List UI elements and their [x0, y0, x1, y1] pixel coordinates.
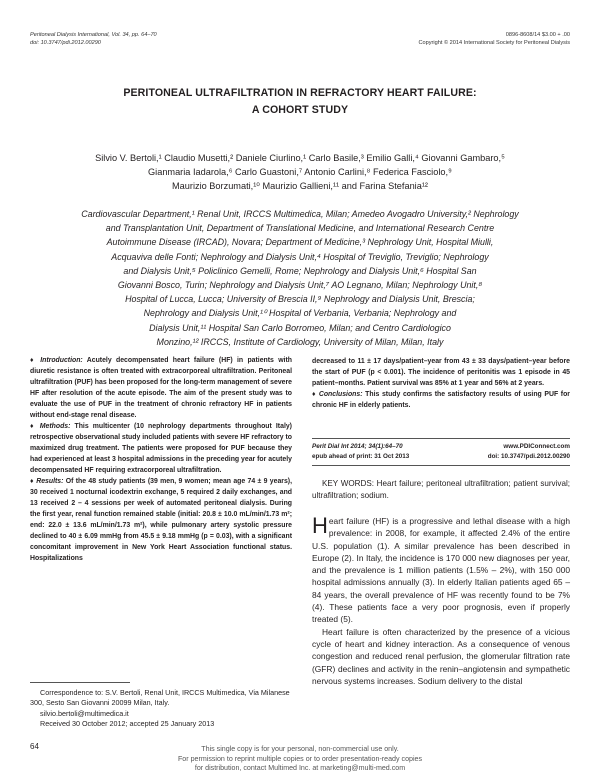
results-label: ♦ Results:	[30, 478, 64, 485]
issn-price: 0896-8608/14 $3.00 + .00	[505, 32, 570, 38]
results-text: Of the 48 study patients (39 men, 9 women; mean age 74 ± 9 years), 30 received 1 nocturnal icodextrin exchange, 5 required 2 daily exchanges, and 13 received 2 – 4 sessions per week of automated peritoneal dialysis. During the first year, renal function remained stable (initial: 20.8 ± 10.0 mL/min/1.73 m²; end: 22.0 ± 13.6 mL/min/1.73 m²), while pulmonary artery systolic pressure declined to 40 ± 6.09 mmHg from 45.5 ± 9.18 mmHg (p = 0.03), with a significant concomitant improvement in New York Heart Association functional status. Hospitalizations	[30, 478, 292, 562]
affiliation-line: Autoimmune Disease (IRCAD), Novara; Department of Medicine,³ Nephrology Unit, Hospital Miulli,	[106, 237, 494, 248]
results-continued: decreased to 11 ± 17 days/patient–year from 43 ± 33 days/patient–year before the start of PUF (p < 0.001). The incidence of peritonitis was 1 episode in 45 patient–months. Patient survival was 85% at 1 year and 56% at 2 years.	[312, 358, 570, 387]
keywords: KEY WORDS: Heart failure; peritoneal ultrafiltration; patient survival; ultrafiltration; sodium.	[312, 479, 570, 500]
citation-rule-top	[312, 438, 570, 439]
affiliation-line: Acquaviva delle Fonti; Nephrology and Dialysis Unit,⁴ Hospital of Treviglio, Treviglio; Nephrology	[111, 251, 489, 262]
running-header-left	[30, 31, 157, 47]
footnote-rule	[30, 682, 130, 683]
abstract-left-column	[30, 355, 292, 564]
body-paragraph-1	[312, 515, 570, 626]
abstract-conclusions	[312, 389, 570, 411]
affiliation-line: Giovanni Bosco, Turin; Nephrology and Dialysis Unit,⁷ AO Legnano, Milan; Nephrology Unit,⁸	[117, 280, 483, 291]
journal-volume: Peritoneal Dialysis International, Vol. 34, pp. 64–70	[30, 32, 157, 38]
journal-url[interactable]: www.PDIConnect.com	[503, 443, 570, 450]
page-number: 64	[30, 742, 39, 751]
citation-block	[312, 442, 570, 462]
affiliation-line: Dialysis Unit,¹¹ Hospital San Carlo Borromeo, Milan; and Centro Cardiologico	[149, 322, 451, 333]
abstract-results	[30, 476, 292, 564]
abstract-introduction	[30, 355, 292, 421]
body-text	[312, 515, 570, 687]
author-list	[40, 151, 560, 193]
header-doi: doi: 10.3747/pdi.2012.00290	[30, 40, 101, 46]
introduction-text: Acutely decompensated heart failure (HF) in patients with diuretic resistance is often treated with extracorporeal ultrafiltration. Peritoneal ultrafiltration (PUF) has been proposed for the long-term management of severe HF after resolution of the acute episode. The aim of the present study was to evaluate the use of PUF in the treatment of chronic refractory HF in patients without end-stage renal disease.	[30, 357, 292, 419]
conclusions-label: ♦ Conclusions:	[312, 391, 363, 398]
drop-cap: H	[312, 513, 328, 538]
notice-line-2: For permission to reprint multiple copies or to order presentation-ready copies	[177, 754, 423, 763]
author-line-2: Gianmaria Iadarola,⁶ Carlo Guastoni,⁷ Antonio Carlini,⁸ Federica Fasciolo,⁹	[148, 167, 452, 177]
affiliation-line: and Dialysis Unit,⁵ Policlinico Gemelli, Rome; Nephrology and Dialysis Unit,⁶ Hospital San	[123, 265, 477, 276]
abstract-methods	[30, 421, 292, 476]
introduction-label: ♦ Introduction:	[30, 357, 83, 364]
affiliation-line: Nephrology and Dialysis Unit,¹⁰ Hospital of Verbania, Verbania; Nephrology and	[143, 308, 457, 319]
conclusions-text: This study confirms the satisfactory results of using PUF for chronic HF in elderly patients.	[312, 391, 570, 409]
body-paragraph-2: Heart failure is often characterized by the presence of a vicious cycle of heart and kidney interaction. As a consequence of venous congestion and reduced renal perfusion, the glomerular filtration rate (GFR) declines and activity in the renin–angiotensin and sympathetic nervous systems increases. Sodium delivery to the distal	[312, 626, 570, 686]
correspondence-address: Correspondence to: S.V. Bertoli, Renal Unit, IRCCS Multimedica, Via Milanese 300, Sesto San Giovanni 20099 Milan, Italy.	[30, 688, 290, 708]
notice-line-1: This single copy is for your personal, non-commercial use only.	[201, 745, 399, 753]
correspondence-footnote	[30, 688, 292, 730]
methods-label: ♦ Methods:	[30, 423, 71, 430]
copyright-line: Copyright © 2014 International Society for Peritoneal Dialysis	[418, 40, 570, 46]
citation-doi: doi: 10.3747/pdi.2012.00290	[487, 453, 570, 460]
epub-date: epub ahead of print: 31 Oct 2013	[312, 453, 410, 460]
affiliation-line: Cardiovascular Department,¹ Renal Unit, IRCCS Multimedica, Milan; Amedeo Avogadro University,² Nephrology	[81, 209, 519, 219]
author-line-3: Maurizio Borzumati,¹⁰ Maurizio Gallieni,¹¹ and Farina Stefania¹²	[172, 181, 428, 191]
article-title	[40, 85, 560, 119]
affiliations	[32, 207, 568, 349]
citation-rule-bottom	[312, 465, 570, 466]
citation-ref: Perit Dial Int 2014; 34(1):64–70	[312, 443, 403, 450]
paragraph-1-text: eart failure (HF) is a progressive and lethal disease with a high prevalence: in 2008, for example, it affected 2.4% of the entire U.S. population (1). A similar prevalence has been described in Europe (2). In Italy, the incidence is 170 000 new diagnoses per year, and the prevalence is 1 million patients (1.5% – 2%), with 150 000 hospital admissions annually (3). In elderly Italian patients aged 65 – 84 years, the overall prevalence of HF was recently found to be 7% (4). These patients face a very poor prognosis, even if properly treated (5).	[312, 516, 570, 625]
usage-notice	[0, 745, 600, 774]
affiliation-line: Hospital of Lucca, Lucca; University of Brescia II,⁹ Nephrology and Dialysis Unit, Brescia;	[125, 294, 475, 305]
correspondence-email[interactable]: silvio.bertoli@multimedica.it	[40, 708, 129, 718]
notice-line-3: for distribution, contact Multimed Inc. at marketing@multi-med.com	[194, 764, 406, 773]
abstract-right-column	[312, 356, 570, 411]
running-header-right	[418, 31, 570, 47]
affiliation-line: Monzino,¹² IRCCS, Institute of Cardiology, University of Milan, Milan, Italy	[156, 336, 444, 347]
affiliation-line: and Transplantation Unit, Department of Translational Medicine, and International Research Centre	[105, 223, 495, 234]
author-line-1: Silvio V. Bertoli,¹ Claudio Musetti,² Daniele Ciurlino,¹ Carlo Basile,³ Emilio Galli,⁴ Giovanni Gambaro,⁵	[95, 153, 505, 163]
methods-text: This multicenter (10 nephrology departments throughout Italy) retrospective observational study included patients with severe HF refractory to maximized drug treatment. The patients were proposed for PUF because they had experienced at least 3 hospital admissions in the preceding year for acutely decompensated HF requiring extracorporeal ultrafiltration.	[30, 423, 292, 474]
received-dates: Received 30 October 2012; accepted 25 January 2013	[40, 719, 215, 729]
title-line-2: A COHORT STUDY	[251, 104, 349, 116]
title-line-1: PERITONEAL ULTRAFILTRATION IN REFRACTORY HEART FAILURE:	[123, 87, 477, 99]
